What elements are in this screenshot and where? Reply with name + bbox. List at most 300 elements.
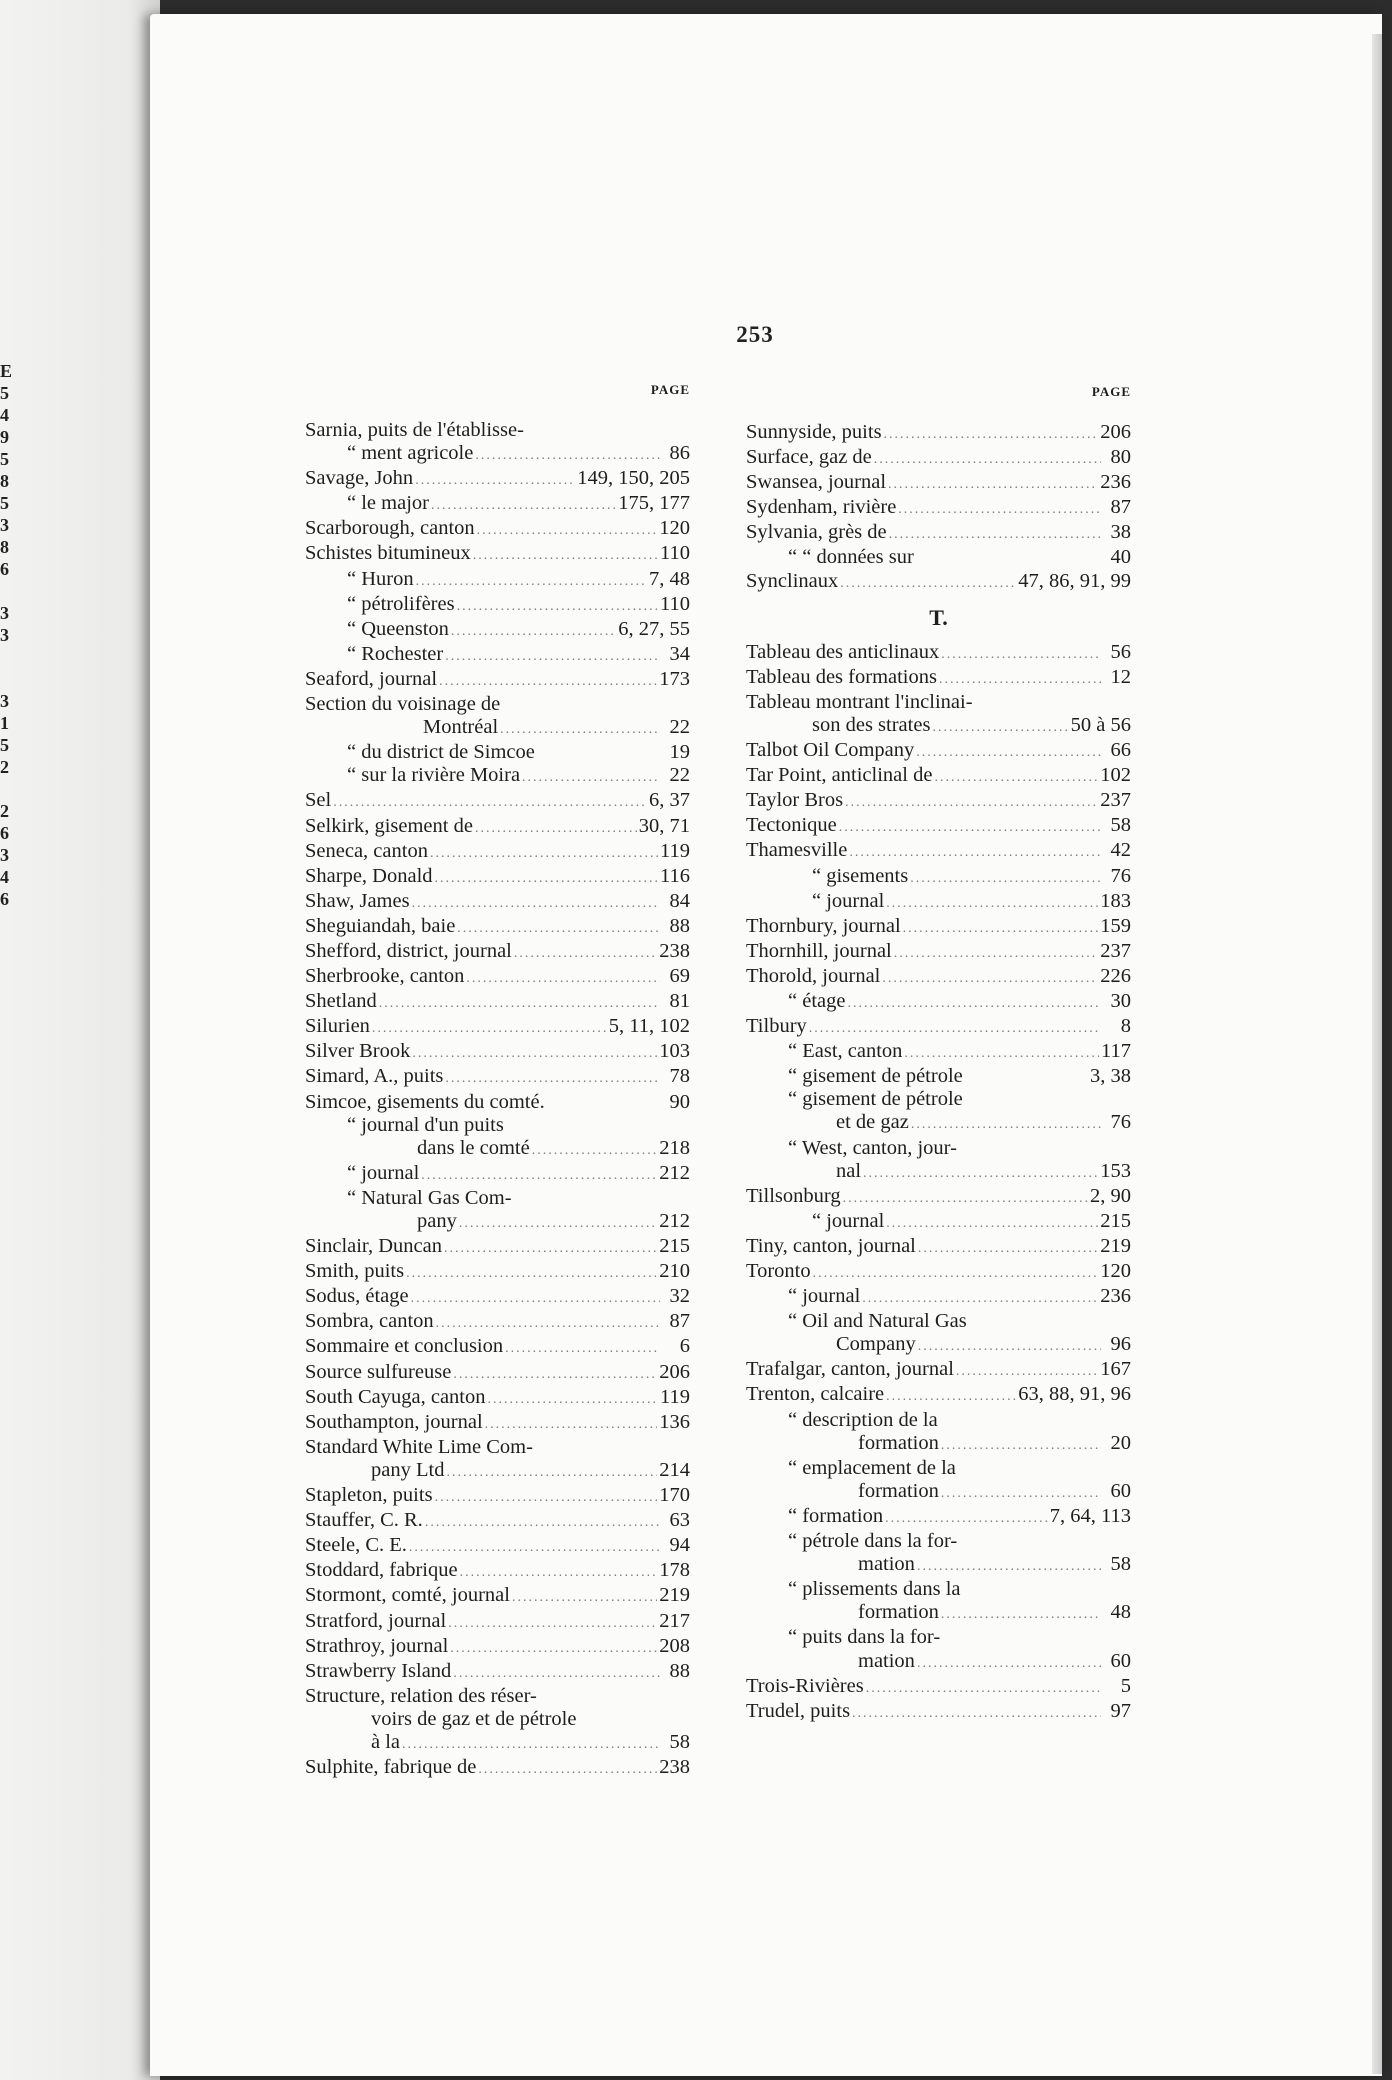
- index-entry: [305, 568, 690, 593]
- section-letter: T.: [929, 604, 948, 630]
- dot-leader: [522, 766, 660, 789]
- entry-page-ref: 226: [1100, 964, 1131, 987]
- facing-page-mark: 6: [0, 559, 9, 579]
- dot-leader: [409, 1536, 660, 1559]
- entry-label: Sunnyside, puits: [746, 421, 882, 443]
- dot-leader: [448, 1612, 657, 1635]
- entry-page-ref: 87: [669, 1310, 690, 1333]
- dot-leader: [910, 867, 1101, 890]
- entry-label: Thorold, journal: [746, 964, 881, 987]
- entry-page-ref: 159: [1100, 914, 1131, 937]
- entry-label: son des strates: [812, 713, 931, 736]
- entry-page-ref: 206: [1100, 421, 1131, 443]
- index-entry: [746, 1650, 1131, 1675]
- index-entry: [305, 542, 690, 567]
- index-entry: [746, 1185, 1131, 1210]
- index-entry-list: [746, 421, 1131, 595]
- index-entry: [305, 1162, 690, 1187]
- entry-label: Silver Brook: [305, 1040, 411, 1063]
- index-entry: [746, 1210, 1131, 1235]
- dot-leader: [862, 1287, 1098, 1310]
- dot-leader: [918, 1237, 1098, 1260]
- index-entry: [305, 668, 690, 693]
- dot-leader: [866, 1677, 1101, 1700]
- entry-page-ref: 96: [1110, 1333, 1131, 1356]
- entry-page-ref: 102: [1100, 764, 1131, 787]
- entry-label: à la: [371, 1730, 401, 1753]
- dot-leader: [500, 718, 660, 741]
- dot-leader: [445, 1067, 660, 1090]
- entry-page-ref: 149, 150, 205: [577, 467, 690, 490]
- index-entry: [746, 965, 1131, 990]
- index-entry: [746, 496, 1131, 521]
- entry-label: Tilbury: [746, 1015, 807, 1038]
- page-number: 253: [736, 322, 774, 347]
- entry-label: Stratford, journal: [305, 1609, 447, 1632]
- dot-leader: [956, 1360, 1098, 1383]
- index-entry: [305, 1685, 690, 1708]
- facing-page-mark: 2: [0, 757, 9, 777]
- entry-label: “ journal: [788, 1285, 861, 1308]
- entry-page-ref: 50 à 56: [1070, 713, 1131, 736]
- entry-page-ref: 218: [659, 1136, 690, 1159]
- entry-page-ref: 2, 90: [1090, 1184, 1131, 1207]
- entry-label: Strawberry Island: [305, 1659, 452, 1682]
- index-entry: [305, 1065, 690, 1090]
- index-entry: [305, 1509, 690, 1534]
- index-entry: [746, 1457, 1131, 1480]
- entry-label: Simard, A., puits: [305, 1065, 444, 1088]
- entry-label: “ gisement de pétrole: [788, 1065, 963, 1088]
- index-entry: [305, 764, 690, 789]
- index-entry: [746, 1409, 1131, 1432]
- entry-page-ref: 58: [1110, 1553, 1131, 1576]
- dot-leader: [421, 1164, 657, 1187]
- facing-page-mark: 5: [0, 383, 9, 403]
- facing-page-mark: 3: [0, 845, 9, 865]
- entry-page-ref: 40: [1110, 546, 1131, 569]
- entry-label: Schistes bitumineux: [305, 542, 471, 565]
- index-entry: [746, 865, 1131, 890]
- dot-leader: [475, 444, 660, 467]
- dot-leader: [918, 1335, 1101, 1358]
- facing-page-mark: 8: [0, 471, 9, 491]
- entry-label: Sheguiandah, baie: [305, 914, 456, 937]
- entry-label: Standard White Lime Com-: [305, 1435, 533, 1458]
- dot-leader: [477, 519, 658, 542]
- entry-label: “ Huron: [347, 567, 414, 590]
- dot-leader: [430, 842, 658, 865]
- index-entry: [746, 1065, 1131, 1088]
- index-entry: [305, 1285, 690, 1310]
- index-entry: [305, 1361, 690, 1386]
- index-entry: [746, 1333, 1131, 1358]
- entry-page-ref: 120: [1100, 1260, 1131, 1282]
- index-entry: [746, 1601, 1131, 1626]
- dot-leader: [941, 1603, 1101, 1626]
- dot-leader: [416, 570, 647, 593]
- entry-page-ref: 5: [1120, 1674, 1131, 1697]
- entry-label: Tectonique: [746, 814, 837, 837]
- dot-leader: [847, 992, 1101, 1015]
- dot-leader: [886, 1385, 1016, 1408]
- entry-page-ref: 215: [659, 1235, 690, 1258]
- entry-page-ref: 237: [1100, 789, 1131, 812]
- dot-leader: [379, 992, 660, 1015]
- entry-label: “ journal: [347, 1161, 420, 1184]
- entry-label: Silurien: [305, 1015, 370, 1038]
- index-entry: [305, 865, 690, 890]
- entry-label: “ pétrolifères: [347, 592, 455, 615]
- index-entry: [746, 521, 1131, 546]
- dot-leader: [917, 1652, 1101, 1675]
- index-entry: [305, 990, 690, 1015]
- index-entry: [305, 915, 690, 940]
- entry-page-ref: 237: [1100, 939, 1131, 962]
- entry-label: Sulphite, fabrique de: [305, 1756, 477, 1779]
- index-entry: [305, 618, 690, 643]
- index-entry: [746, 940, 1131, 965]
- entry-page-ref: 167: [1100, 1358, 1131, 1381]
- entry-page-ref: 88: [669, 914, 690, 937]
- entry-page-ref: 58: [669, 1730, 690, 1753]
- entry-label: Company: [836, 1333, 916, 1356]
- dot-leader: [475, 817, 637, 840]
- entry-label: Tableau montrant l'inclinai-: [746, 690, 973, 713]
- facing-page-mark: [0, 778, 14, 800]
- index-entry: [305, 1386, 690, 1411]
- dot-leader: [473, 544, 658, 567]
- entry-label: Southampton, journal: [305, 1410, 483, 1433]
- entry-page-ref: 214: [659, 1458, 690, 1481]
- entry-page-ref: 6, 27, 55: [618, 617, 690, 640]
- entry-page-ref: 69: [669, 965, 690, 988]
- facing-page-mark: E: [0, 361, 13, 381]
- index-entry: [305, 693, 690, 716]
- entry-page-ref: 58: [1110, 814, 1131, 837]
- entry-label: mation: [858, 1649, 915, 1672]
- dot-leader: [450, 1637, 657, 1660]
- facing-page-mark: 5: [0, 735, 9, 755]
- index-entry: [305, 1584, 690, 1609]
- entry-page-ref: 7, 64, 113: [1049, 1504, 1131, 1527]
- index-entry: [305, 467, 690, 492]
- dot-leader: [412, 892, 660, 915]
- entry-label: formation: [858, 1431, 939, 1454]
- index-entry: [746, 641, 1131, 666]
- entry-label: Sinclair, Duncan: [305, 1235, 442, 1258]
- entry-label: Synclinaux: [746, 569, 839, 592]
- index-entry: [305, 940, 690, 965]
- entry-page-ref: 63: [669, 1509, 690, 1532]
- index-entry: [305, 1484, 690, 1509]
- entry-label: “ sur la rivière Moira: [347, 764, 521, 787]
- index-entry: [305, 1335, 690, 1360]
- dot-leader: [941, 1434, 1101, 1457]
- entry-page-ref: 81: [669, 990, 690, 1013]
- entry-label: “ formation: [788, 1504, 884, 1527]
- index-entry: [305, 1610, 690, 1635]
- index-entry: [305, 1534, 690, 1559]
- dot-leader: [941, 643, 1101, 666]
- entry-page-ref: 86: [669, 442, 690, 465]
- entry-label: “ pétrole dans la for-: [788, 1530, 958, 1553]
- entry-page-ref: 94: [669, 1534, 690, 1557]
- dot-leader: [845, 791, 1098, 814]
- index-entry: [746, 789, 1131, 814]
- index-entry: [305, 1436, 690, 1459]
- entry-label: Stormont, comté, journal: [305, 1584, 510, 1607]
- entry-page-ref: 34: [669, 642, 690, 665]
- entry-label: Thamesville: [746, 839, 848, 862]
- index-entry: [746, 1235, 1131, 1260]
- index-entry: [305, 1635, 690, 1660]
- entry-label: “ West, canton, jour-: [788, 1136, 957, 1159]
- entry-label: Sel: [305, 789, 332, 812]
- entry-page-ref: 56: [1110, 640, 1131, 663]
- facing-page-mark: 4: [0, 405, 9, 425]
- entry-page-ref: 170: [659, 1484, 690, 1507]
- index-entry: [746, 1310, 1131, 1333]
- dot-leader: [444, 1237, 657, 1260]
- entry-label: “ journal: [812, 889, 885, 912]
- entry-label: Sydenham, rivière: [746, 496, 897, 519]
- column-header: PAGE: [650, 382, 690, 397]
- index-entry: [746, 915, 1131, 940]
- dot-leader: [445, 645, 660, 668]
- dot-leader: [451, 620, 616, 643]
- facing-page-mark: 3: [0, 625, 9, 645]
- facing-page-mark: 3: [0, 515, 9, 535]
- dot-leader: [457, 917, 660, 940]
- dot-leader: [532, 1139, 658, 1162]
- entry-label: Tiny, canton, journal: [746, 1234, 916, 1257]
- entry-page-ref: 97: [1110, 1699, 1131, 1722]
- entry-label: et de gaz: [836, 1111, 909, 1134]
- dot-leader: [884, 423, 1099, 446]
- dot-leader: [435, 867, 658, 890]
- dot-leader: [402, 1733, 660, 1756]
- dot-leader: [917, 1555, 1101, 1578]
- entry-label: Tableau des anticlinaux: [746, 640, 940, 663]
- index-entry: [746, 570, 1131, 595]
- entry-label: dans le comté: [417, 1136, 530, 1159]
- dot-leader: [446, 1461, 657, 1484]
- dot-leader: [840, 572, 1016, 595]
- index-entry: [305, 1114, 690, 1137]
- index-entry: [746, 764, 1131, 789]
- entry-page-ref: 78: [669, 1065, 690, 1088]
- index-entry: [305, 419, 690, 442]
- column-header: PAGE: [1091, 384, 1131, 399]
- entry-label: “ ment agricole: [347, 442, 474, 465]
- dot-leader: [885, 1507, 1048, 1530]
- entry-page-ref: 76: [1110, 864, 1131, 887]
- index-entry: [305, 1235, 690, 1260]
- dot-leader: [485, 1413, 658, 1436]
- dot-leader: [889, 523, 1101, 546]
- dot-leader: [457, 595, 658, 618]
- index-entry: [305, 1708, 690, 1731]
- index-entry: [746, 990, 1131, 1015]
- index-entry: [305, 1187, 690, 1210]
- index-entry: [746, 1626, 1131, 1649]
- entry-page-ref: 238: [659, 939, 690, 962]
- index-entry: [746, 1530, 1131, 1553]
- entry-page-ref: 119: [660, 1385, 690, 1408]
- entry-label: Savage, John: [305, 467, 414, 490]
- index-entry: [746, 471, 1131, 496]
- dot-leader: [852, 1702, 1101, 1725]
- index-entry: [305, 716, 690, 741]
- index-entry: [746, 1160, 1131, 1185]
- entry-page-ref: 60: [1110, 1649, 1131, 1672]
- dot-leader: [439, 670, 657, 693]
- index-entry: [746, 1137, 1131, 1160]
- entry-page-ref: 84: [669, 889, 690, 912]
- dot-leader: [488, 1388, 659, 1411]
- dot-leader: [932, 716, 1068, 739]
- entry-label: Selkirk, gisement de: [305, 814, 473, 837]
- facing-page-mark: 3: [0, 691, 9, 711]
- entry-label: “ journal d'un puits: [347, 1113, 504, 1136]
- entry-label: “ emplacement de la: [788, 1456, 956, 1479]
- entry-page-ref: 110: [660, 542, 690, 565]
- entry-label: Seaford, journal: [305, 667, 438, 690]
- entry-page-ref: 66: [1110, 739, 1131, 762]
- facing-page-mark: [0, 580, 14, 602]
- index-entry: [746, 739, 1131, 764]
- index-entry: [746, 1383, 1131, 1408]
- dot-leader: [406, 1262, 657, 1285]
- entry-label: Thornbury, journal: [746, 914, 901, 937]
- entry-label: Shefford, district, journal: [305, 939, 512, 962]
- entry-label: Taylor Bros: [746, 789, 844, 812]
- dot-leader: [333, 791, 647, 814]
- entry-page-ref: 12: [1110, 665, 1131, 688]
- dot-leader: [453, 1363, 657, 1386]
- entry-label: Surface, gaz de: [746, 446, 872, 469]
- index-entry: [746, 1358, 1131, 1383]
- index-entry: [305, 1559, 690, 1584]
- index-entry: [305, 1260, 690, 1285]
- entry-page-ref: 19: [669, 741, 690, 764]
- dot-leader: [435, 1486, 658, 1509]
- entry-label: Montréal: [423, 716, 499, 739]
- entry-page-ref: 8: [1120, 1015, 1131, 1038]
- entry-page-ref: 175, 177: [618, 492, 690, 515]
- entry-label: Sherbrooke, canton: [305, 965, 465, 988]
- entry-page-ref: 119: [660, 839, 690, 862]
- entry-page-ref: 30: [1110, 989, 1131, 1012]
- entry-page-ref: 178: [659, 1559, 690, 1582]
- entry-page-ref: 210: [659, 1260, 690, 1283]
- entry-page-ref: 87: [1110, 496, 1131, 519]
- index-entry: [746, 1015, 1131, 1040]
- entry-label: “ Queenston: [347, 617, 449, 640]
- entry-label: Trudel, puits: [746, 1699, 851, 1722]
- entry-page-ref: 7, 48: [649, 567, 690, 590]
- index-entry: [746, 1088, 1131, 1111]
- index-entry: [305, 965, 690, 990]
- entry-page-ref: 30, 71: [638, 814, 690, 837]
- entry-label: Stauffer, C. R.: [305, 1509, 423, 1532]
- dot-leader: [894, 942, 1098, 965]
- entry-page-ref: 117: [1101, 1040, 1131, 1063]
- entry-label: voirs de gaz et de pétrole: [371, 1707, 577, 1730]
- facing-page-mark: [0, 646, 14, 668]
- entry-label: Steele, C. E.: [305, 1534, 407, 1557]
- entry-label: Trafalgar, canton, journal: [746, 1358, 954, 1381]
- facing-page-mark: 3: [0, 603, 9, 623]
- dot-leader: [514, 942, 657, 965]
- dot-leader: [934, 766, 1098, 789]
- entry-label: Trois-Rivières: [746, 1674, 864, 1697]
- entry-label: Tillsonburg: [746, 1184, 841, 1207]
- entry-label: Thornhill, journal: [746, 939, 892, 962]
- entry-page-ref: 3, 38: [1090, 1065, 1131, 1088]
- entry-label: “ du district de Simcoe: [347, 741, 535, 764]
- entry-page-ref: 217: [659, 1609, 690, 1632]
- facing-page-mark: 5: [0, 449, 9, 469]
- entry-label: Seneca, canton: [305, 839, 428, 862]
- index-entry: [746, 714, 1131, 739]
- entry-page-ref: 22: [669, 764, 690, 787]
- facing-page-mark: 6: [0, 823, 9, 843]
- index-entry: [305, 442, 690, 467]
- facing-page-mark: 4: [0, 867, 9, 887]
- dot-leader: [916, 741, 1101, 764]
- entry-label: Stoddard, fabrique: [305, 1559, 458, 1582]
- entry-page-ref: 32: [669, 1285, 690, 1308]
- entry-label: Tar Point, anticlinal de: [746, 764, 933, 787]
- index-entry: [746, 1111, 1131, 1136]
- index-entry: [746, 666, 1131, 691]
- index-entry: [305, 1411, 690, 1436]
- index-entry: [746, 691, 1131, 714]
- facing-page-mark: 9: [0, 427, 9, 447]
- index-entry: [305, 1731, 690, 1756]
- dot-leader: [412, 1042, 657, 1065]
- facing-page-mark: 8: [0, 537, 9, 557]
- dot-leader: [843, 1187, 1088, 1210]
- entry-label: Tableau des formations: [746, 665, 937, 688]
- entry-label: “ Natural Gas Com-: [347, 1186, 512, 1209]
- index-entry-list: [746, 641, 1131, 1725]
- index-entry: [305, 1310, 690, 1335]
- entry-page-ref: 22: [669, 716, 690, 739]
- entry-page-ref: 219: [1100, 1234, 1131, 1257]
- dot-leader: [505, 1337, 660, 1360]
- entry-page-ref: 6, 37: [649, 789, 690, 812]
- index-entry: [746, 1578, 1131, 1601]
- dot-leader: [512, 1586, 657, 1609]
- entry-page-ref: 48: [1110, 1601, 1131, 1624]
- index-entry: [305, 815, 690, 840]
- dot-leader: [460, 1561, 658, 1584]
- index-entry: [305, 741, 690, 764]
- facing-page-marks: [0, 360, 14, 910]
- entry-label: Sylvania, grès de: [746, 521, 887, 544]
- dot-leader: [459, 1212, 657, 1235]
- index-page: [150, 14, 1382, 2076]
- entry-label: South Cayuga, canton: [305, 1385, 486, 1408]
- entry-page-ref: 60: [1110, 1479, 1131, 1502]
- entry-page-ref: 42: [1110, 839, 1131, 862]
- entry-page-ref: 63, 88, 91, 96: [1018, 1383, 1131, 1406]
- entry-label: formation: [858, 1479, 939, 1502]
- index-entry: [746, 1480, 1131, 1505]
